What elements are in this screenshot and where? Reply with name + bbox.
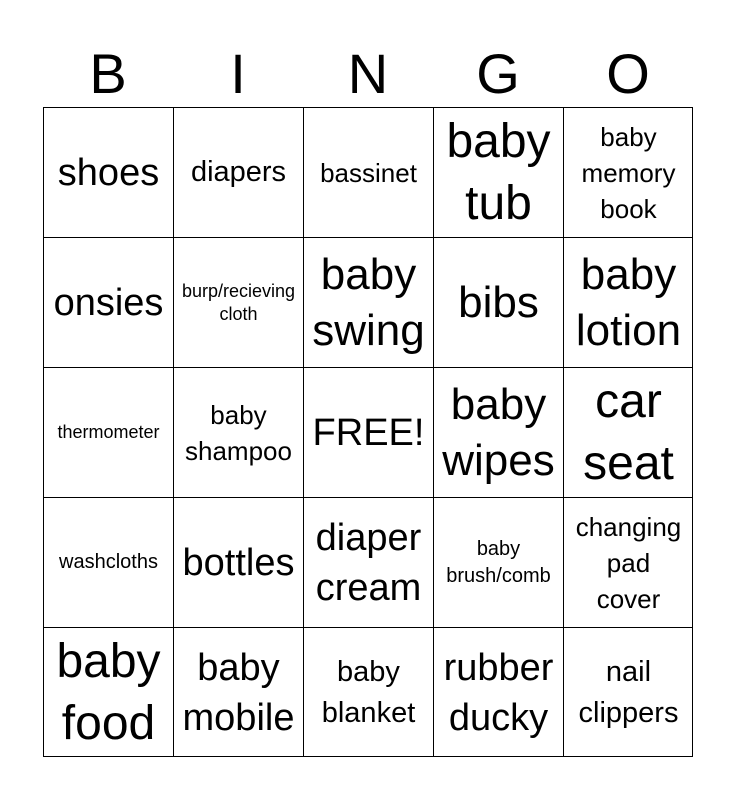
cell-text: rubber ducky (443, 646, 554, 739)
bingo-cell-r4-c3[interactable] (303, 497, 433, 627)
cell-text: baby blanket (321, 655, 416, 729)
bingo-cell-r5-c2[interactable] (173, 627, 303, 757)
cell-text: baby tub (446, 114, 551, 230)
bingo-cell-r3-c5[interactable] (563, 367, 693, 497)
bingo-cell-r3-c1[interactable] (43, 367, 173, 497)
bingo-cell-r1-c3[interactable] (303, 107, 433, 237)
bingo-cell-r2-c5[interactable] (563, 237, 693, 367)
cell-text: baby memory book (581, 121, 676, 224)
cell-text: diaper cream (315, 516, 422, 609)
cell-text: changing pad cover (575, 511, 682, 614)
bingo-cell-r4-c2[interactable] (173, 497, 303, 627)
cell-text: shoes (57, 151, 160, 194)
bingo-header (43, 44, 693, 104)
free-space-label: FREE! (312, 411, 425, 454)
cell-text: baby swing (312, 249, 425, 355)
bingo-cell-r4-c4[interactable] (433, 497, 563, 627)
bingo-cell-r5-c3[interactable] (303, 627, 433, 757)
cell-text: baby lotion (575, 249, 682, 355)
bingo-cell-r1-c5[interactable] (563, 107, 693, 237)
bingo-cell-r4-c5[interactable] (563, 497, 693, 627)
cell-text: bibs (458, 277, 539, 327)
cell-text: car seat (583, 374, 674, 490)
bingo-cell-r1-c4[interactable] (433, 107, 563, 237)
bingo-cell-r5-c1[interactable] (43, 627, 173, 757)
bingo-cell-r2-c2[interactable] (173, 237, 303, 367)
cell-text: bottles (182, 541, 295, 584)
cell-text: baby food (56, 634, 161, 750)
bingo-cell-r1-c2[interactable] (173, 107, 303, 237)
bingo-cell-r5-c5[interactable] (563, 627, 693, 757)
cell-text: onsies (53, 281, 164, 324)
cell-text: baby wipes (442, 379, 555, 485)
bingo-cell-r2-c3[interactable] (303, 237, 433, 367)
cell-text: diapers (190, 156, 287, 188)
cell-text: bassinet (320, 157, 417, 188)
cell-text: baby mobile (182, 646, 295, 739)
cell-text: nail clippers (578, 655, 679, 729)
bingo-cell-r3-c4[interactable] (433, 367, 563, 497)
header-letter-i: I (230, 42, 246, 105)
bingo-free-space[interactable] (303, 367, 433, 497)
cell-text: baby brush/comb (446, 537, 551, 587)
header-letter-o: O (606, 42, 650, 105)
bingo-cell-r5-c4[interactable] (433, 627, 563, 757)
cell-text: thermometer (57, 422, 160, 442)
header-letter-n: N (347, 42, 389, 105)
header-letter-g: G (476, 42, 520, 105)
bingo-cell-r2-c1[interactable] (43, 237, 173, 367)
cell-text: washcloths (59, 551, 158, 573)
bingo-cell-r3-c2[interactable] (173, 367, 303, 497)
bingo-card-grid (43, 107, 693, 757)
cell-text: burp/recieving cloth (181, 280, 296, 324)
cell-text: baby shampoo (185, 399, 292, 466)
bingo-cell-r1-c1[interactable] (43, 107, 173, 237)
bingo-cell-r2-c4[interactable] (433, 237, 563, 367)
header-letter-b: B (89, 42, 127, 105)
bingo-cell-r4-c1[interactable] (43, 497, 173, 627)
